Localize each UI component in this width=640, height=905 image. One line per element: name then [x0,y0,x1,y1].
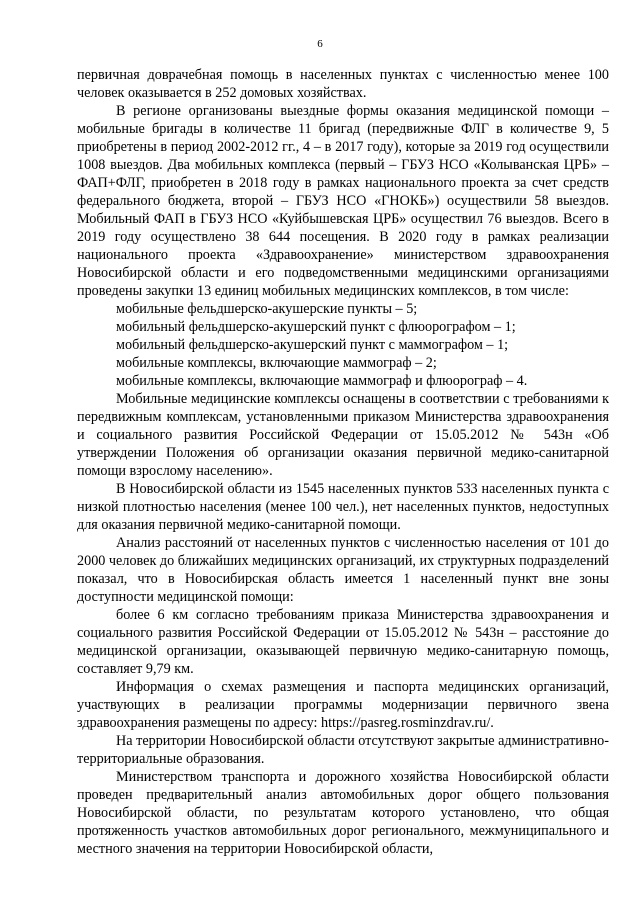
paragraph: В регионе организованы выездные формы оказания медицинской помощи – мобильные бригады в количестве 11 бригад (передвижные ФЛГ в количестве 9, 5 приобретены в период 2002-2012 гг., 4 – в 2017 году), которые за 2019 год осуществили 1008 выездов. Два мобильных комплекса (первый – ГБУЗ НСО «Колыванская ЦРБ» – ФАП+ФЛГ, приобретен в 2018 году в рамках национального проекта за счет средств федерального бюджета, второй – ГБУЗ НСО «ГНОКБ») осуществили 58 выездов. Мобильный ФАП в ГБУЗ НСО «Куйбышевская ЦРБ» осуществил 76 выездов. Всего в 2019 году осуществлено 38 644 посещения. В 2020 году в рамках реализации национального проекта «Здравоохранение» министерством здравоохранения Новосибирской области и его подведомственными медицинскими организациями проведены закупки 13 единиц мобильных медицинских комплексов, в том числе: [77,103,609,299]
paragraph: На территории Новосибирской области отсутствуют закрытые административно-территориальные образования. [77,733,609,767]
list-item: мобильные фельдшерско-акушерские пункты – 5; [116,301,418,317]
paragraph: Анализ расстояний от населенных пунктов с численностью населения от 101 до 2000 человек до ближайших медицинских организаций, их структурных подразделений показал, что в Новосибирская область имеется 1 населенный пункт вне зоны доступности медицинской помощи: [77,535,609,605]
paragraph: первичная доврачебная помощь в населенных пунктах с численностью менее 100 человек оказывается в 252 домовых хозяйствах. [77,67,609,101]
list-item: мобильные комплексы, включающие маммограф и флюорограф – 4. [116,373,528,389]
list-item: мобильные комплексы, включающие маммограф – 2; [116,355,437,371]
list-item: мобильный фельдшерско-акушерский пункт с маммографом – 1; [116,337,509,353]
list-item: мобильный фельдшерско-акушерский пункт с флюорографом – 1; [116,319,516,335]
page-number: 6 [317,38,323,50]
paragraph: более 6 км согласно требованиям приказа Министерства здравоохранения и социального развития Российской Федерации от 15.05.2012 № 543н – расстояние до медицинской организации, оказывающей первичную медико-санитарную помощь, составляет 9,79 км. [77,607,609,677]
paragraph: Информация о схемах размещения и паспорта медицинских организаций, участвующих в реализации программы модернизации первичного звена здравоохранения размещены по адресу: https://pasreg.rosminzdrav.ru/. [77,679,609,731]
paragraph: Мобильные медицинские комплексы оснащены в соответствии с требованиями к передвижным комплексам, установленными приказом Министерства здравоохранения и социального развития Российской Федерации от 15.05.2012 № 543н «Об утверждении Положения об организации оказания первичной медико-санитарной помощи взрослому населению». [77,391,609,479]
document-body [77,66,609,858]
paragraph: В Новосибирской области из 1545 населенных пунктов 533 населенных пункта с низкой плотностью населения (менее 100 чел.), нет населенных пунктов, недоступных для оказания первичной медико-санитарной помощи. [77,481,609,533]
paragraph: Министерством транспорта и дорожного хозяйства Новосибирской области проведен предварительный анализ автомобильных дорог общего пользования Новосибирской области, по результатам которого установлено, что общая протяженность участков автомобильных дорог регионального, межмуниципального и местного значения на территории Новосибирской области, [77,769,609,857]
